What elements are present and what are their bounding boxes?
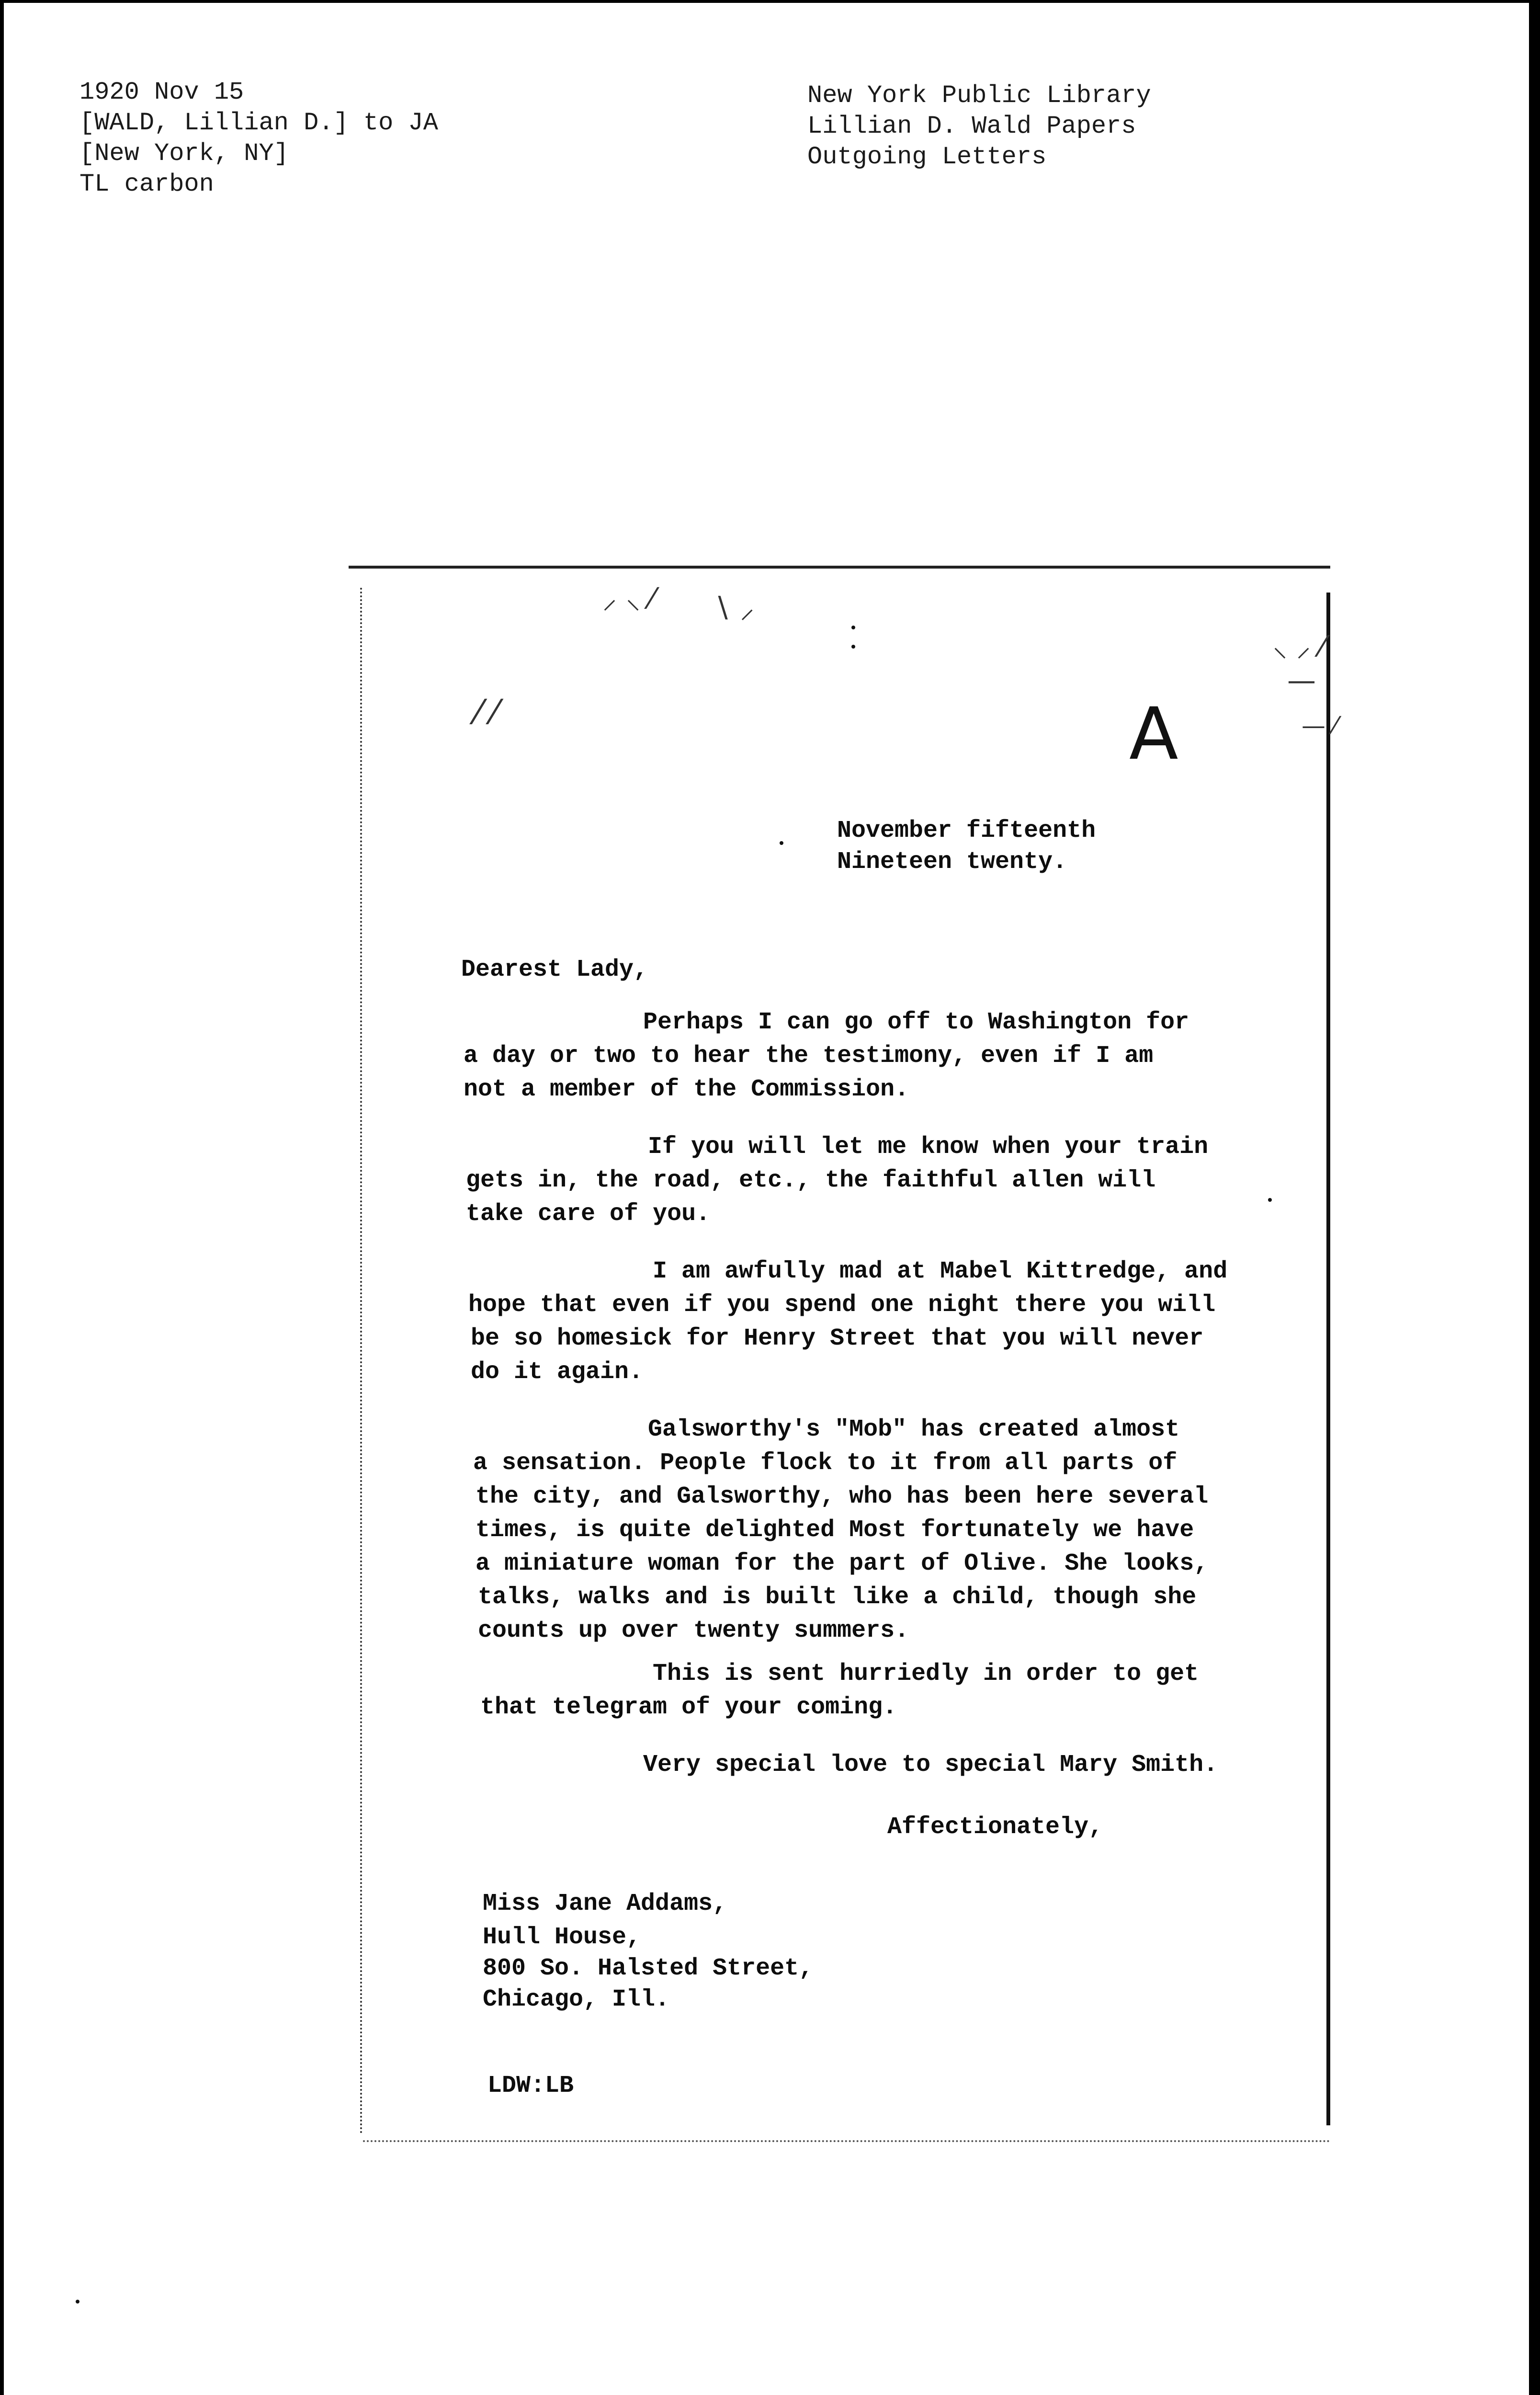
carbon-speck	[76, 2300, 79, 2304]
paragraph-line: the city, and Galsworthy, who has been here several	[476, 1483, 1209, 1510]
carbon-smudge: — ⁄	[1302, 712, 1337, 740]
catalog-place: [New York, NY]	[79, 139, 289, 168]
catalog-collection: Lillian D. Wald Papers	[807, 112, 1136, 140]
carbon-smudge: —	[1287, 664, 1316, 697]
carbon-smudge: ∖ ⸝	[713, 592, 755, 625]
typist-initials: LDW:LB	[487, 2072, 574, 2099]
paragraph-line: not a member of the Commission.	[464, 1076, 909, 1103]
paragraph-line: counts up over twenty summers.	[478, 1617, 909, 1644]
address-line: 800 So. Halsted Street,	[483, 1955, 814, 1982]
paragraph-line: a miniature woman for the part of Olive. She looks,	[476, 1550, 1209, 1577]
catalog-info-right	[807, 80, 1151, 172]
carbon-smudge: ⸜ ⸝ ⁄	[1273, 630, 1325, 663]
carbon-smudge: ⸝ ⸜ ⁄	[602, 582, 655, 616]
address-line: Miss Jane Addams,	[483, 1890, 727, 1917]
catalog-info-left	[79, 77, 438, 200]
carbon-speck	[851, 626, 855, 629]
catalog-date: 1920 Nov 15	[79, 78, 244, 106]
handwritten-mark: A	[1129, 693, 1178, 776]
catalog-repository: New York Public Library	[807, 81, 1151, 110]
paragraph-line: talks, walks and is built like a child, though she	[478, 1584, 1197, 1611]
paragraph-line: take care of you.	[466, 1200, 711, 1228]
paragraph-line: that telegram of your coming.	[480, 1694, 897, 1721]
salutation: Dearest Lady,	[461, 956, 648, 983]
paragraph-line: hope that even if you spend one night there you will	[468, 1291, 1216, 1319]
document-page	[4, 3, 1529, 2395]
carbon-speck	[851, 645, 855, 649]
paragraph-line: be so homesick for Henry Street that you will never	[471, 1325, 1204, 1352]
sheet-right-edge	[1326, 593, 1330, 2125]
postscript-line: Very special love to special Mary Smith.	[643, 1751, 1218, 1779]
paragraph-line: This is sent hurriedly in order to get	[653, 1660, 1199, 1688]
date-line: Nineteen twenty.	[837, 848, 1067, 876]
carbon-smudge: ⁄ ⁄	[476, 693, 498, 732]
paragraph-line: a day or two to hear the testimony, even if I am	[464, 1042, 1154, 1070]
paragraph-line: Galsworthy's "Mob" has created almost	[648, 1416, 1180, 1443]
catalog-series: Outgoing Letters	[807, 143, 1047, 171]
catalog-correspondents: [WALD, Lillian D.] to JA	[79, 109, 438, 137]
paragraph-line: a sensation. People flock to it from all parts of	[473, 1449, 1178, 1477]
paragraph-line: If you will let me know when your train	[648, 1133, 1209, 1161]
catalog-format: TL carbon	[79, 170, 214, 198]
address-line: Chicago, Ill.	[483, 1986, 670, 2013]
paragraph-line: do it again.	[471, 1358, 644, 1386]
paragraph-line: Perhaps I can go off to Washington for	[643, 1009, 1189, 1036]
paragraph-line: gets in, the road, etc., the faithful allen will	[466, 1167, 1156, 1194]
sheet-left-edge	[360, 588, 362, 2135]
carbon-speck	[780, 841, 783, 845]
paragraph-line: I am awfully mad at Mabel Kittredge, and	[653, 1258, 1228, 1285]
address-line: Hull House,	[483, 1924, 641, 1951]
sheet-bottom-edge	[363, 2140, 1330, 2142]
carbon-speck	[1268, 1198, 1272, 1202]
closing: Affectionately,	[887, 1813, 1103, 1841]
paragraph-line: times, is quite delighted Most fortunately we have	[476, 1517, 1194, 1544]
date-line: November fifteenth	[837, 817, 1096, 844]
